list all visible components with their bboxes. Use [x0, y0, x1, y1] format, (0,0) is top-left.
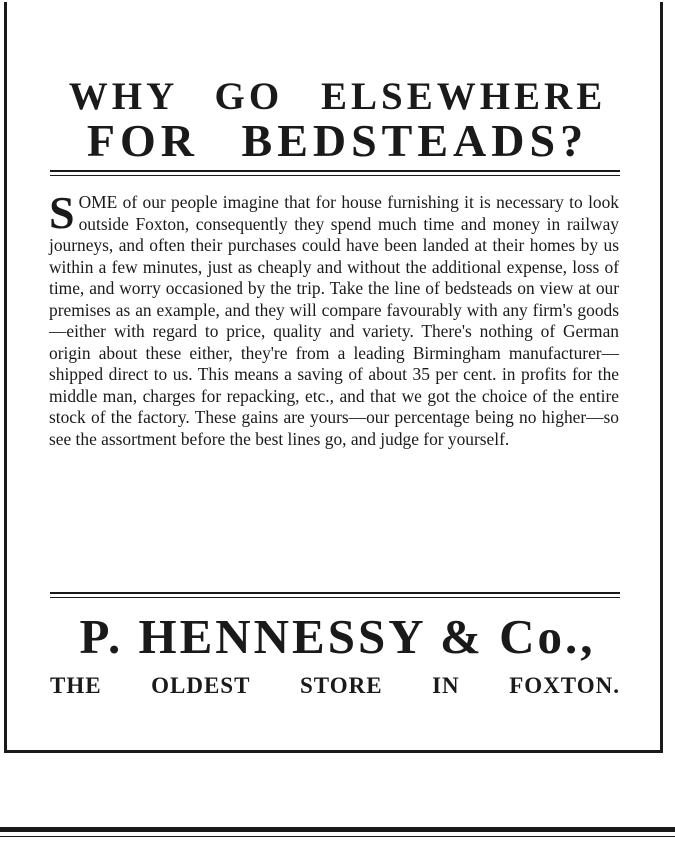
bottom-divider-thick	[50, 592, 620, 594]
page-bottom-rule-thick	[0, 827, 675, 832]
bottom-divider-thin	[50, 597, 620, 598]
top-divider-thick	[50, 170, 620, 172]
headline-line-2: FOR BEDSTEADS?	[86, 115, 589, 166]
drop-cap: S	[49, 187, 75, 238]
body-text: OME of our people imagine that for house furnishing it is necessary to look outside Foxton, consequently they spend much time and money in railway journeys, and often their purchases could have been landed at their homes by us within a few minutes, just as cheaply and without the additional expense, loss of time, and worry occasioned by the trip. Take the line of bedsteads on view at our premises as an example, and they will compare favourably with any firm's goods—either with regard to price, quality and variety. There's nothing of German origin about these either, they're from a leading Birmingham manufacturer—shipped direct to us. This means a saving of about 35 per cent. in profits for the middle man, charges for repacking, etc., and that we got the choice of the entire stock of the factory. These gains are yours—our percentage being no higher—so see the assortment before the best lines go, and judge for yourself.	[49, 192, 619, 449]
page-bottom-rule-thin	[0, 836, 675, 837]
tagline-word: THE	[50, 673, 102, 698]
tagline-word: STORE	[300, 673, 383, 698]
tagline-word: FOXTON.	[509, 673, 620, 698]
top-divider-thin	[50, 175, 620, 176]
headline-line-1: WHY GO ELSEWHERE	[68, 75, 607, 118]
tagline-word: IN	[432, 673, 460, 698]
tagline-word: OLDEST	[151, 673, 251, 698]
firm-name: P. HENNESSY & Co.,	[79, 609, 596, 664]
firm-tagline	[50, 673, 620, 699]
advertisement-body	[49, 187, 619, 450]
